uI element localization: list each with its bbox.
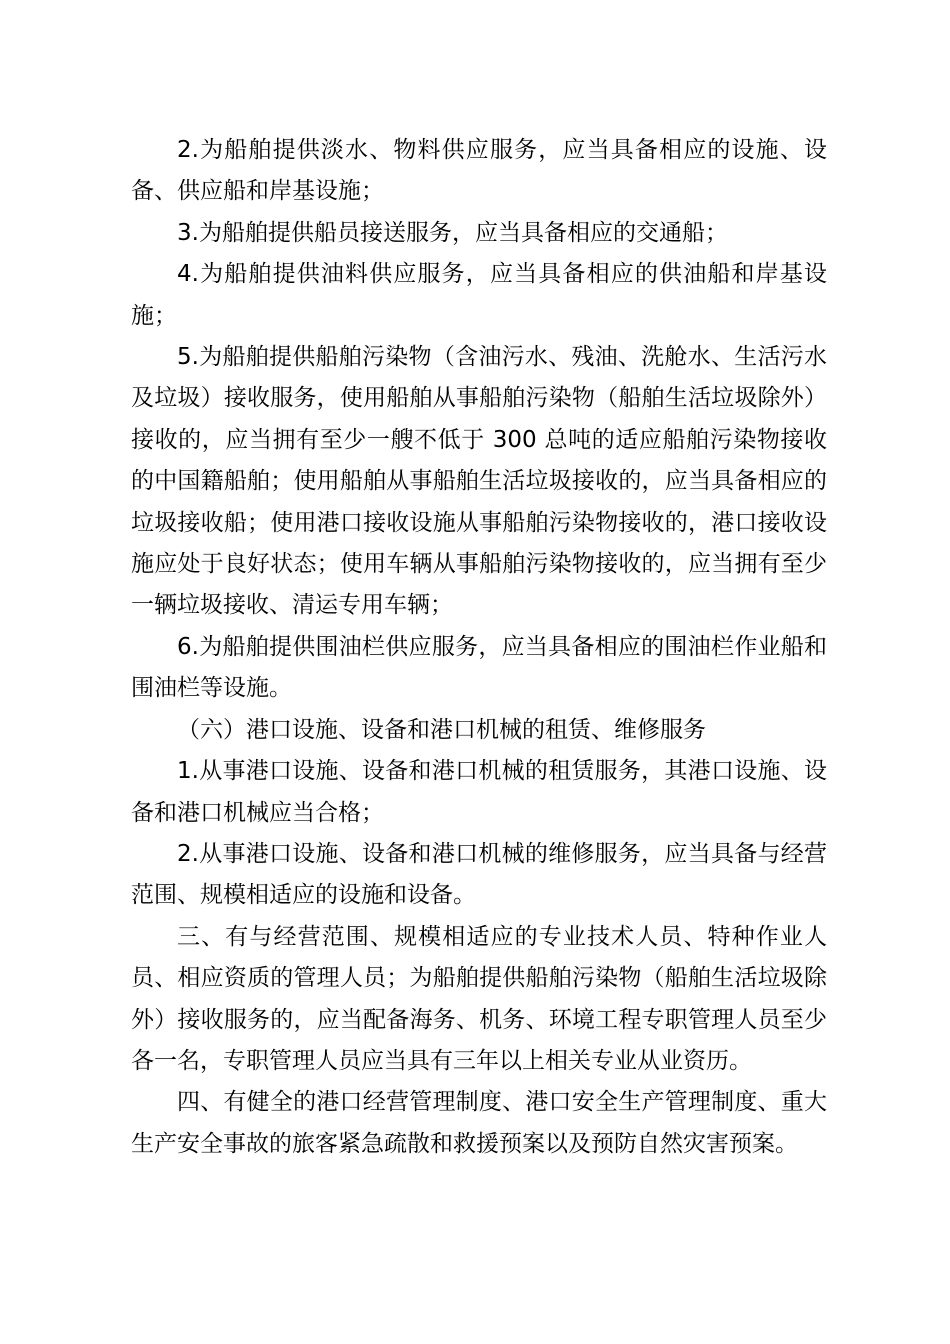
paragraph-section-four-management: 四、有健全的港口经营管理制度、港口安全生产管理制度、重大生产安全事故的旅客紧急疏散和救援预案以及预防自然灾害预案。 — [131, 1089, 827, 1157]
paragraph-item-6-oil-boom: 6.为船舶提供围油栏供应服务，应当具备相应的围油栏作业船和围油栏等设施。 — [131, 633, 827, 702]
section-heading-six: （六）港口设施、设备和港口机械的租赁、维修服务 — [177, 716, 706, 743]
paragraph-item-5-pollutant-reception: 5.为船舶提供船舶污染物（含油污水、残油、洗舱水、生活污水及垃圾）接收服务，使用船舶从事船舶污染物（船舶生活垃圾除外）接收的，应当拥有至少一艘不低于 300 总吨的适应船舶污染物接收的中国籍船舶；使用船舶从事船舶生活垃圾接收的，应当具备相应的垃圾接收船；使用港口接收设施从事船舶污染物接收的，港口接收设施应处于良好状态；使用车辆从事船舶污染物接收的，应当拥有至少一辆垃圾接收、清运专用车辆； — [131, 344, 827, 619]
paragraph-item-2-fresh-water: 2.为船舶提供淡水、物料供应服务，应当具备相应的设施、设备、供应船和岸基设施； — [131, 137, 827, 205]
paragraph-section-three-personnel: 三、有与经营范围、规模相适应的专业技术人员、特种作业人员、相应资质的管理人员；为船舶提供船舶污染物（船舶生活垃圾除外）接收服务的，应当配备海务、机务、环境工程专职管理人员至少各一名，专职管理人员应当具有三年以上相关专业从业资历。 — [131, 923, 827, 1074]
paragraph-item-4-fuel-supply: 4.为船舶提供油料供应服务，应当具备相应的供油船和岸基设施； — [131, 261, 827, 329]
document-body — [131, 130, 827, 1165]
paragraph-item-3-crew-transfer: 3.为船舶提供船员接送服务，应当具备相应的交通船； — [177, 219, 728, 246]
paragraph-item-2-repair: 2.从事港口设施、设备和港口机械的维修服务，应当具备与经营范围、规模相适应的设施和设备。 — [131, 840, 827, 909]
paragraph-item-1-leasing: 1.从事港口设施、设备和港口机械的租赁服务，其港口设施、设备和港口机械应当合格； — [131, 758, 827, 826]
